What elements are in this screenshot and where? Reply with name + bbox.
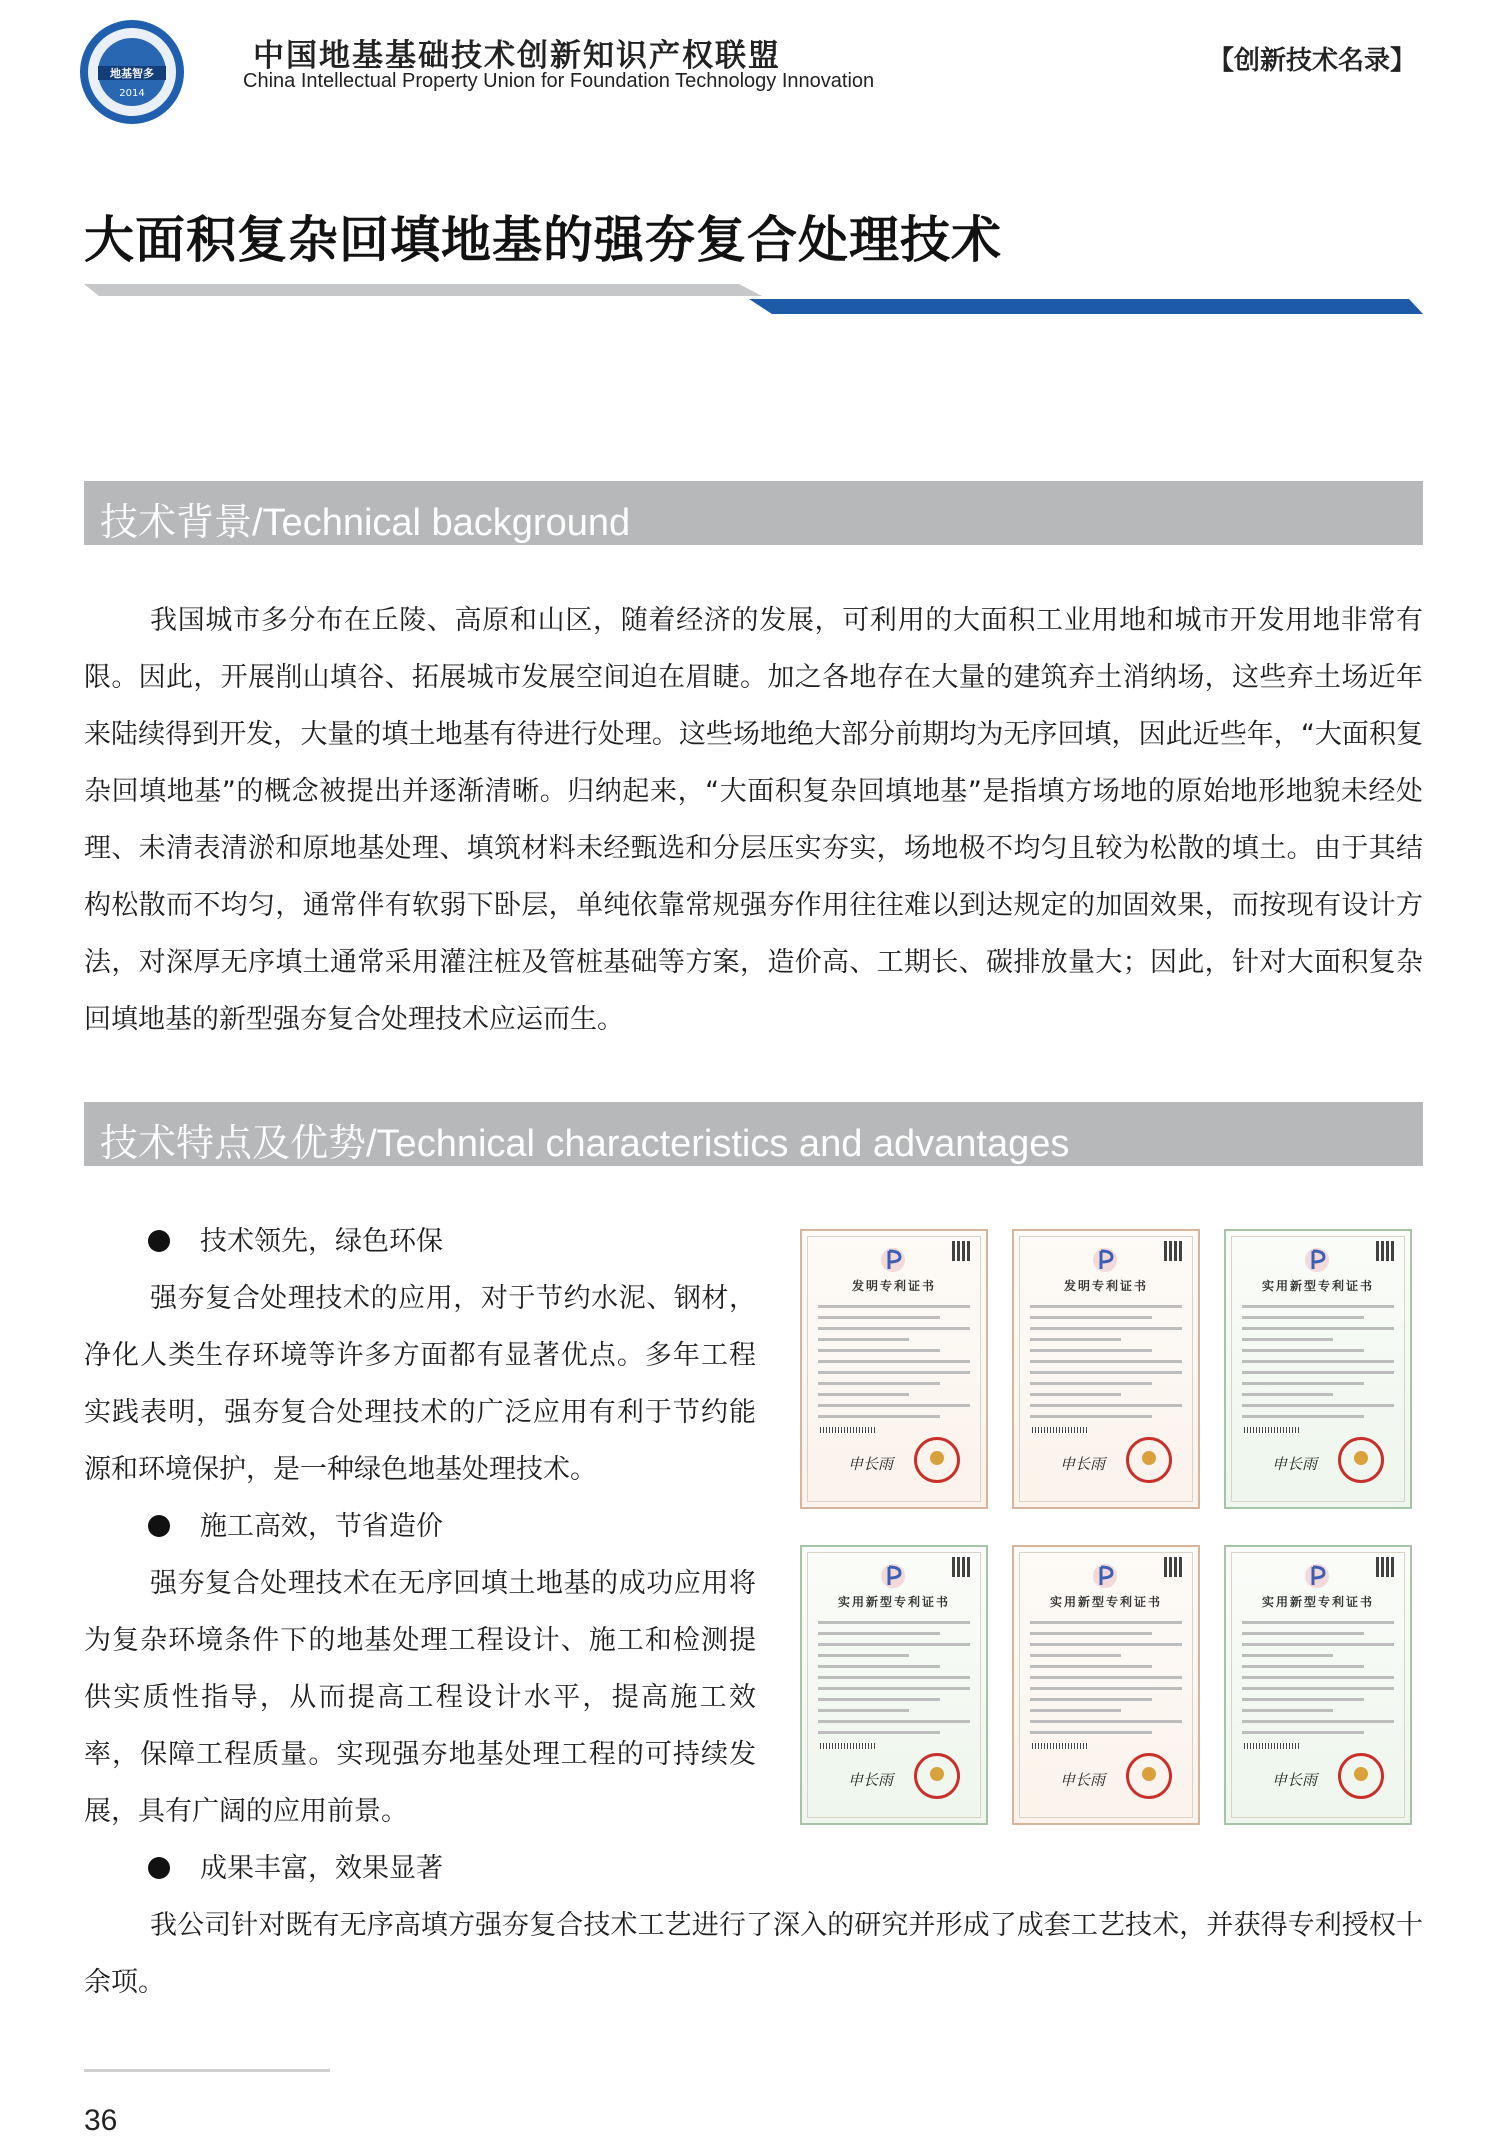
page-title: 大面积复杂回填地基的强夯复合处理技术 (84, 211, 1002, 269)
qr-code-icon (1164, 1557, 1184, 1577)
bullet-item-results (148, 1840, 443, 1897)
signature: 申长雨 (848, 1771, 894, 1789)
title-underline-decoration (84, 284, 1423, 314)
svg-text:2014: 2014 (119, 88, 145, 99)
barcode-icon (1244, 1427, 1300, 1433)
signature: 申长雨 (1060, 1455, 1106, 1473)
barcode-icon (1032, 1427, 1088, 1433)
official-seal-icon (1338, 1437, 1384, 1483)
signature: 申长雨 (1272, 1455, 1318, 1473)
bullet-item-efficient (148, 1498, 443, 1555)
svg-text:地基智多: 地基智多 (110, 67, 154, 80)
official-seal-icon (1126, 1437, 1172, 1483)
patent-emblem-icon (1092, 1247, 1118, 1273)
patent-certificate (1224, 1545, 1412, 1825)
certificate-title: 实用新型专利证书 (1261, 1595, 1374, 1609)
bullet-paragraph: 强夯复合处理技术在无序回填土地基的成功应用将为复杂环境条件下的地基处理工程设计、施工和检测提供实质性指导，从而提高工程设计水平，提高施工效率，保障工程质量。实现强夯地基处理工程的可持续发展，具有广阔的应用前景。 (84, 1568, 756, 1827)
official-seal-icon (914, 1753, 960, 1799)
barcode-icon (1244, 1743, 1300, 1749)
bullet-title: 成果丰富，效果显著 (200, 1853, 443, 1884)
org-name-en: China Intellectual Property Union for Foundation Technology Innovation (243, 70, 875, 92)
barcode-icon (820, 1427, 876, 1433)
patent-emblem-icon (880, 1563, 906, 1589)
footer-divider (84, 2069, 330, 2072)
bullet-dot-icon (148, 1515, 170, 1537)
bullet-title: 技术领先，绿色环保 (200, 1226, 443, 1257)
section-heading-text: 技术特点及优势/Technical characteristics and advantages (100, 1123, 1070, 1165)
bullet-paragraph: 强夯复合处理技术的应用，对于节约水泥、钢材，净化人类生存环境等许多方面都有显著优点。多年工程实践表明，强夯复合处理技术的广泛应用有利于节约能源和环境保护，是一种绿色地基处理技术。 (84, 1283, 756, 1485)
patent-certificates-image (800, 1217, 1440, 1822)
catalog-tag: 【创新技术名录】 (1207, 46, 1416, 76)
official-seal-icon (1338, 1753, 1384, 1799)
barcode-icon (1032, 1743, 1088, 1749)
signature: 申长雨 (1060, 1771, 1106, 1789)
certificate-title: 发明专利证书 (851, 1279, 936, 1293)
certificate-title: 发明专利证书 (1063, 1279, 1148, 1293)
patent-emblem-icon (1092, 1563, 1118, 1589)
qr-code-icon (952, 1557, 972, 1577)
patent-certificate (1012, 1229, 1200, 1509)
official-seal-icon (1126, 1753, 1172, 1799)
bullet-dot-icon (148, 1857, 170, 1879)
patent-certificate (800, 1229, 988, 1509)
certificate-title: 实用新型专利证书 (1261, 1279, 1374, 1293)
qr-code-icon (1376, 1241, 1396, 1261)
bullet-paragraph: 我公司针对既有无序高填方强夯复合技术工艺进行了深入的研究并形成了成套工艺技术，并获得专利授权十余项。 (84, 1910, 1423, 1998)
section-heading-advantages (84, 1102, 1423, 1166)
official-seal-icon (914, 1437, 960, 1483)
page-number: 36 (84, 2104, 118, 2137)
qr-code-icon (952, 1241, 972, 1261)
signature: 申长雨 (1272, 1771, 1318, 1789)
patent-certificate (1224, 1229, 1412, 1509)
certificate-title: 实用新型专利证书 (837, 1595, 950, 1609)
patent-emblem-icon (1304, 1563, 1330, 1589)
section-heading-text: 技术背景/Technical background (100, 502, 631, 544)
barcode-icon (820, 1743, 876, 1749)
bullet-dot-icon (148, 1230, 170, 1252)
patent-emblem-icon (880, 1247, 906, 1273)
bullet-item-green (148, 1213, 443, 1270)
org-name-cn: 中国地基基础技术创新知识产权联盟 (253, 38, 781, 74)
qr-code-icon (1164, 1241, 1184, 1261)
qr-code-icon (1376, 1557, 1396, 1577)
certificate-title: 实用新型专利证书 (1049, 1595, 1162, 1609)
background-paragraph: 我国城市多分布在丘陵、高原和山区，随着经济的发展，可利用的大面积工业用地和城市开发用地非常有限。因此，开展削山填谷、拓展城市发展空间迫在眉睫。加之各地存在大量的建筑弃土消纳场，这些弃土场近年来陆续得到开发，大量的填土地基有待进行处理。这些场地绝大部分前期均为无序回填，因此近些年，“大面积复杂回填地基”的概念被提出并逐渐清晰。归纳起来，“大面积复杂回填地基”是指填方场地的原始地形地貌未经处理、未清表清淤和原地基处理、填筑材料未经甄选和分层压实夯实，场地极不均匀且较为松散的填土。由于其结构松散而不均匀，通常伴有软弱下卧层，单纯依靠常规强夯作用往往难以到达规定的加固效果，而按现有设计方法，对深厚无序填土通常采用灌注桩及管桩基础等方案，造价高、工期长、碳排放量大；因此，针对大面积复杂回填地基的新型强夯复合处理技术应运而生。 (84, 605, 1423, 1035)
bullet-title: 施工高效，节省造价 (200, 1511, 443, 1542)
union-logo (78, 18, 186, 126)
signature: 申长雨 (848, 1455, 894, 1473)
patent-certificate (800, 1545, 988, 1825)
patent-emblem-icon (1304, 1247, 1330, 1273)
section-heading-background (84, 481, 1423, 545)
patent-certificate (1012, 1545, 1200, 1825)
